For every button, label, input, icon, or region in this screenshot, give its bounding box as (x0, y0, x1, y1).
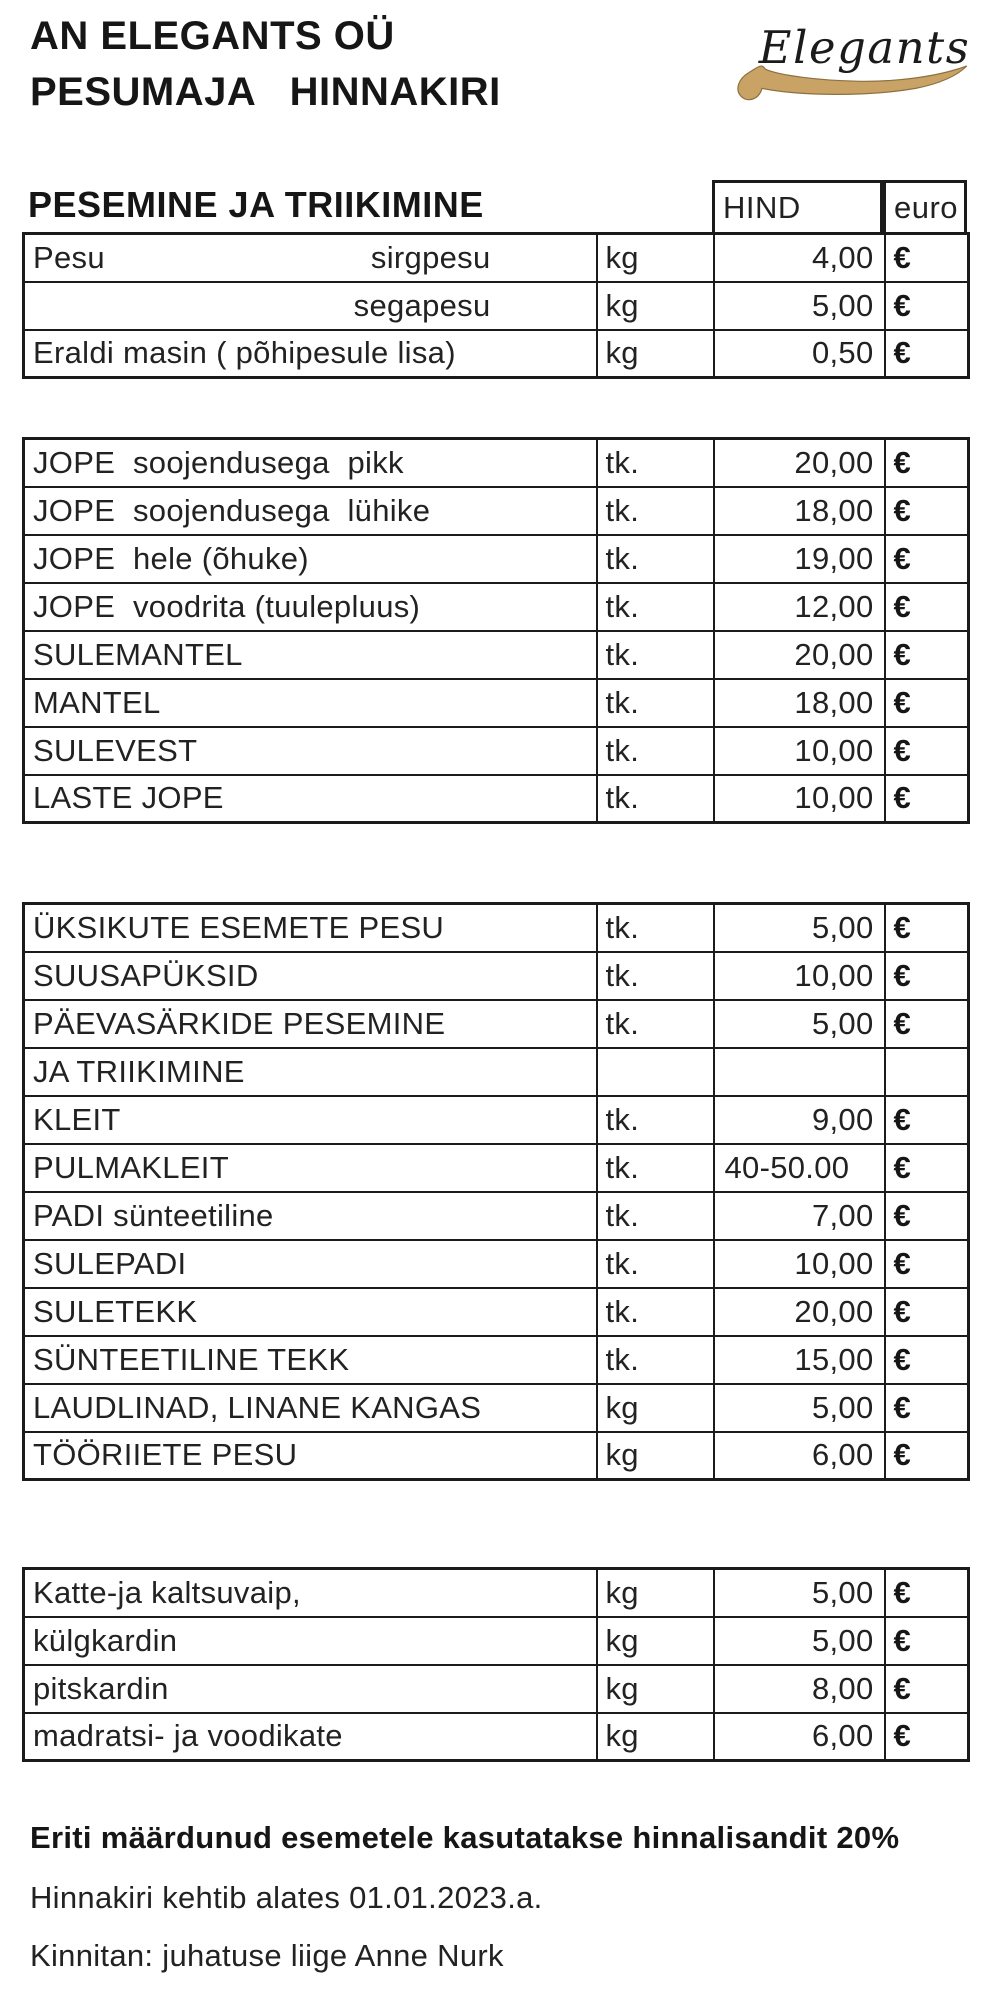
currency-cell: € (885, 234, 969, 282)
unit-cell: kg (597, 234, 714, 282)
item-label: JOPE voodrita (tuulepluus) (33, 588, 421, 624)
currency-cell: € (885, 1144, 969, 1192)
item-label: PADI sünteetiline (33, 1197, 274, 1233)
item-label: külgkardin (33, 1622, 178, 1658)
currency-cell: € (885, 535, 969, 583)
item-cell (24, 330, 597, 378)
item-wrap (33, 589, 596, 625)
table-row (24, 679, 969, 727)
elegants-logo (730, 10, 970, 110)
item-label: SUUSAPÜKSID (33, 957, 259, 993)
unit-cell: tk. (597, 775, 714, 823)
currency-cell: € (885, 1240, 969, 1288)
table-row (24, 1569, 969, 1617)
item-cell (24, 952, 597, 1000)
document-title-block (30, 8, 501, 120)
price-cell: 6,00 (714, 1713, 885, 1761)
item-label: JOPE hele (õhuke) (33, 540, 309, 576)
document-title: PESUMAJA HINNAKIRI (30, 70, 501, 114)
item-cell (24, 439, 597, 487)
item-label: PÄEVASÄRKIDE PESEMINE (33, 1005, 446, 1041)
table-row (24, 1617, 969, 1665)
price-cell: 15,00 (714, 1336, 885, 1384)
price-cell: 20,00 (714, 1288, 885, 1336)
item-wrap (33, 1390, 596, 1426)
price-cell: 10,00 (714, 1240, 885, 1288)
item-wrap (33, 335, 596, 371)
price-cell: 5,00 (714, 1384, 885, 1432)
item-cell (24, 1288, 597, 1336)
item-wrap (33, 685, 596, 721)
item-label: MANTEL (33, 684, 161, 720)
item-cell (24, 487, 597, 535)
item-sublabel: sirgpesu (370, 239, 491, 275)
table-header-row (22, 180, 967, 232)
price-cell: 5,00 (714, 1617, 885, 1665)
item-label: JOPE soojendusega pikk (33, 444, 404, 480)
table-row (24, 583, 969, 631)
unit-cell: tk. (597, 1240, 714, 1288)
unit-cell: kg (597, 1665, 714, 1713)
table-row (24, 904, 969, 952)
item-label: Eraldi masin ( põhipesule lisa) (33, 335, 456, 371)
price-table-textiles (22, 1567, 970, 1762)
table-row (24, 1713, 969, 1761)
unit-cell: tk. (597, 952, 714, 1000)
unit-cell (597, 1048, 714, 1096)
item-label: SÜNTEETILINE TEKK (33, 1341, 350, 1377)
table-row (24, 631, 969, 679)
item-wrap (33, 1718, 596, 1754)
table-row (24, 1240, 969, 1288)
item-wrap (33, 1437, 596, 1473)
table-row (24, 1665, 969, 1713)
price-cell: 8,00 (714, 1665, 885, 1713)
unit-cell: tk. (597, 1000, 714, 1048)
logo-text: Elegants (758, 20, 970, 74)
price-cell (714, 1048, 885, 1096)
price-cell: 4,00 (714, 234, 885, 282)
item-label: SULEVEST (33, 732, 198, 768)
currency-cell: € (885, 1336, 969, 1384)
table-row (24, 775, 969, 823)
currency-cell: € (885, 679, 969, 727)
item-label: Pesu (33, 239, 105, 275)
unit-cell: kg (597, 1617, 714, 1665)
item-wrap (33, 1150, 596, 1186)
item-label: SULEMANTEL (33, 636, 243, 672)
currency-cell: € (885, 1569, 969, 1617)
item-wrap (33, 288, 596, 324)
unit-cell: kg (597, 282, 714, 330)
price-table-items (22, 902, 970, 1481)
price-table-jackets (22, 437, 970, 824)
item-label: KLEIT (33, 1101, 121, 1137)
item-cell (24, 1384, 597, 1432)
item-wrap (33, 1054, 596, 1090)
item-wrap (33, 541, 596, 577)
table-row (24, 1144, 969, 1192)
table-row (24, 1288, 969, 1336)
item-cell (24, 1713, 597, 1761)
currency-cell (885, 1048, 969, 1096)
unit-cell: kg (597, 1569, 714, 1617)
price-column-header: HIND (712, 180, 883, 232)
item-wrap (33, 1294, 596, 1330)
table-row (24, 1048, 969, 1096)
table-row (24, 727, 969, 775)
item-label: pitskardin (33, 1670, 169, 1706)
item-wrap (33, 637, 596, 673)
price-cell: 40-50.00 (714, 1144, 885, 1192)
item-wrap (33, 1006, 596, 1042)
item-cell (24, 679, 597, 727)
item-cell (24, 1432, 597, 1480)
table-row (24, 1384, 969, 1432)
currency-cell: € (885, 1384, 969, 1432)
item-wrap (33, 1342, 596, 1378)
price-cell: 5,00 (714, 282, 885, 330)
signature-note: Kinnitan: juhatuse liige Anne Nurk (30, 1938, 504, 1973)
price-table-washing (22, 232, 970, 379)
item-cell (24, 234, 597, 282)
item-sublabel: segapesu (353, 287, 491, 323)
price-cell: 7,00 (714, 1192, 885, 1240)
item-label: SULEPADI (33, 1245, 187, 1281)
item-cell (24, 1192, 597, 1240)
item-label: JA TRIIKIMINE (33, 1053, 245, 1089)
item-cell (24, 1665, 597, 1713)
unit-cell: tk. (597, 1192, 714, 1240)
item-cell (24, 1569, 597, 1617)
currency-cell: € (885, 439, 969, 487)
table-row (24, 1336, 969, 1384)
price-cell: 5,00 (714, 904, 885, 952)
item-cell (24, 904, 597, 952)
table-row (24, 487, 969, 535)
item-cell (24, 1048, 597, 1096)
price-cell: 5,00 (714, 1569, 885, 1617)
unit-cell: kg (597, 1713, 714, 1761)
unit-cell: tk. (597, 1144, 714, 1192)
price-cell: 18,00 (714, 679, 885, 727)
table-row (24, 1192, 969, 1240)
item-cell (24, 1000, 597, 1048)
item-wrap (33, 240, 596, 276)
item-cell (24, 1336, 597, 1384)
price-cell: 10,00 (714, 727, 885, 775)
item-cell (24, 1144, 597, 1192)
unit-cell: tk. (597, 1336, 714, 1384)
surcharge-note: Eriti määrdunud esemetele kasutatakse hinnalisandit 20% (30, 1820, 900, 1855)
item-label: LAUDLINAD, LINANE KANGAS (33, 1389, 482, 1425)
item-wrap (33, 1623, 596, 1659)
item-cell (24, 1240, 597, 1288)
unit-cell: tk. (597, 1096, 714, 1144)
unit-cell: tk. (597, 631, 714, 679)
item-wrap (33, 1102, 596, 1138)
price-cell: 20,00 (714, 439, 885, 487)
price-cell: 10,00 (714, 952, 885, 1000)
currency-cell: € (885, 904, 969, 952)
table-row (24, 439, 969, 487)
currency-cell: € (885, 631, 969, 679)
price-cell: 5,00 (714, 1000, 885, 1048)
currency-column-header: euro (883, 180, 967, 232)
item-wrap (33, 445, 596, 481)
price-cell: 20,00 (714, 631, 885, 679)
price-cell: 18,00 (714, 487, 885, 535)
currency-cell: € (885, 583, 969, 631)
unit-cell: kg (597, 1432, 714, 1480)
item-label: JOPE soojendusega lühike (33, 492, 431, 528)
item-wrap (33, 1246, 596, 1282)
currency-cell: € (885, 727, 969, 775)
company-name: AN ELEGANTS OÜ (30, 14, 395, 58)
currency-cell: € (885, 282, 969, 330)
currency-cell: € (885, 952, 969, 1000)
price-cell: 9,00 (714, 1096, 885, 1144)
unit-cell: tk. (597, 727, 714, 775)
item-wrap (33, 493, 596, 529)
price-cell: 19,00 (714, 535, 885, 583)
currency-cell: € (885, 775, 969, 823)
price-cell: 12,00 (714, 583, 885, 631)
item-cell (24, 282, 597, 330)
table-row (24, 1000, 969, 1048)
table-row (24, 282, 969, 330)
item-wrap (33, 910, 596, 946)
section-heading: PESEMINE JA TRIIKIMINE (28, 184, 484, 225)
item-cell (24, 727, 597, 775)
unit-cell: kg (597, 330, 714, 378)
table-row (24, 234, 969, 282)
table-row (24, 1432, 969, 1480)
unit-cell: tk. (597, 679, 714, 727)
item-cell (24, 1096, 597, 1144)
item-label: TÖÖRIIETE PESU (33, 1437, 298, 1473)
validity-note: Hinnakiri kehtib alates 01.01.2023.a. (30, 1880, 543, 1915)
unit-cell: tk. (597, 1288, 714, 1336)
item-wrap (33, 733, 596, 769)
currency-cell: € (885, 1288, 969, 1336)
item-cell (24, 775, 597, 823)
price-cell: 0,50 (714, 330, 885, 378)
item-cell (24, 583, 597, 631)
currency-cell: € (885, 1665, 969, 1713)
currency-cell: € (885, 1096, 969, 1144)
currency-cell: € (885, 1000, 969, 1048)
item-label: Katte-ja kaltsuvaip, (33, 1574, 301, 1610)
table-row (24, 952, 969, 1000)
currency-cell: € (885, 1432, 969, 1480)
unit-cell: tk. (597, 487, 714, 535)
currency-cell: € (885, 330, 969, 378)
item-label: LASTE JOPE (33, 780, 224, 816)
currency-cell: € (885, 1617, 969, 1665)
item-wrap (33, 1575, 596, 1611)
item-wrap (33, 1198, 596, 1234)
currency-cell: € (885, 1192, 969, 1240)
item-cell (24, 1617, 597, 1665)
table-row (24, 1096, 969, 1144)
unit-cell: tk. (597, 583, 714, 631)
item-label: SULETEKK (33, 1293, 198, 1329)
table-row (24, 535, 969, 583)
unit-cell: tk. (597, 439, 714, 487)
table-row (24, 330, 969, 378)
currency-cell: € (885, 487, 969, 535)
unit-cell: tk. (597, 904, 714, 952)
price-cell: 6,00 (714, 1432, 885, 1480)
unit-cell: tk. (597, 535, 714, 583)
item-wrap (33, 958, 596, 994)
item-cell (24, 535, 597, 583)
item-label: PULMAKLEIT (33, 1149, 229, 1185)
item-label: ÜKSIKUTE ESEMETE PESU (33, 909, 445, 945)
item-cell (24, 631, 597, 679)
item-wrap (33, 1671, 596, 1707)
item-wrap (33, 780, 596, 816)
unit-cell: kg (597, 1384, 714, 1432)
price-cell: 10,00 (714, 775, 885, 823)
item-label: madratsi- ja voodikate (33, 1718, 343, 1754)
currency-cell: € (885, 1713, 969, 1761)
